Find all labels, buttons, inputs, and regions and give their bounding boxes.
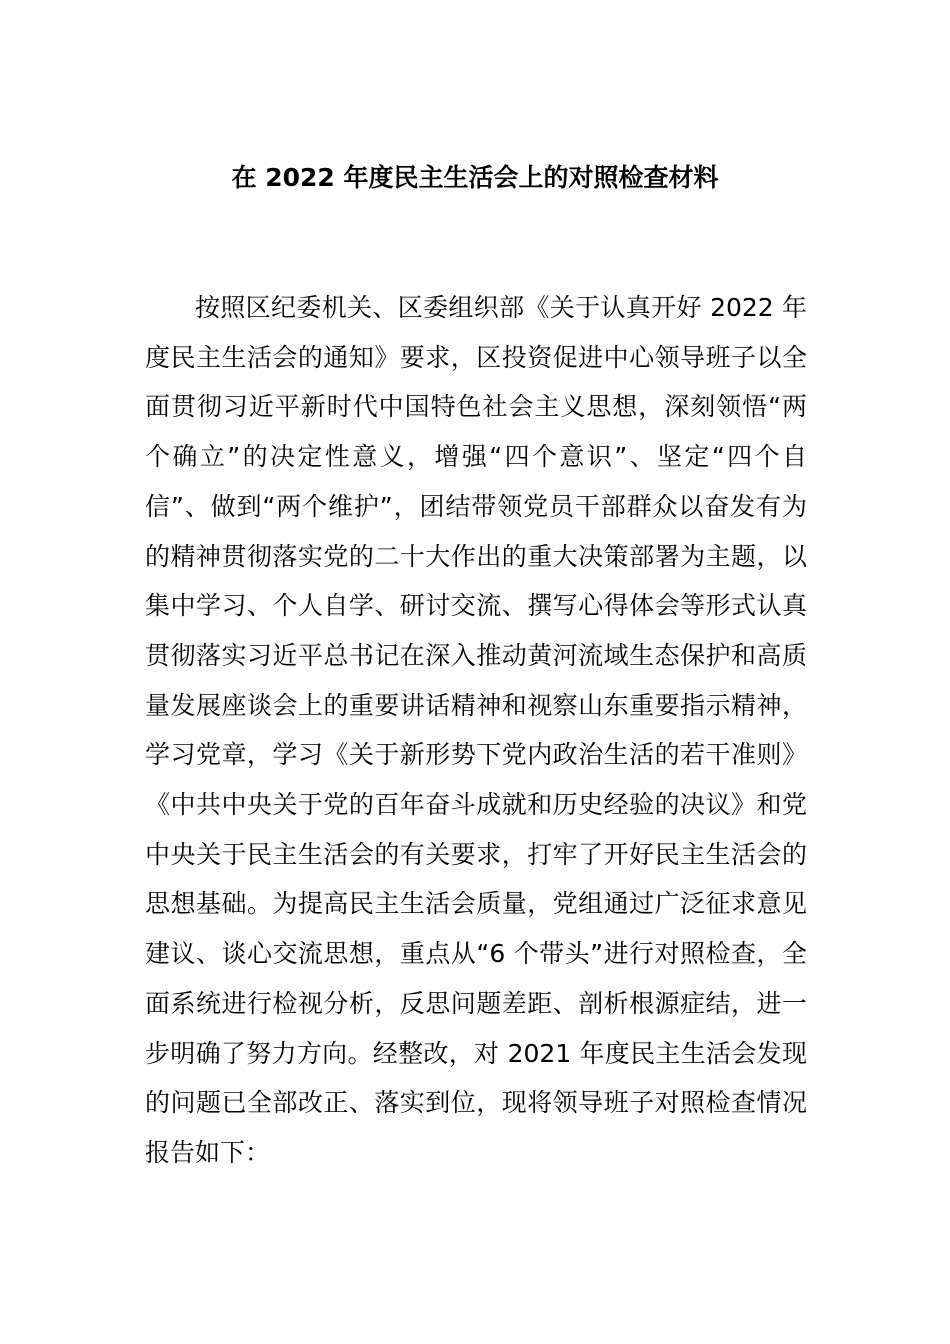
document-paragraph: 按照区纪委机关、区委组织部《关于认真开好 2022 年度民主生活会的通知》要求，区投资促进中心领导班子以全面贯彻习近平新时代中国特色社会主义思想，深刻领悟“两个确立”的决定性意义，增强“四个意识”、坚定“四个自信”、做到“两个维护”，团结带领党员干部群众以奋发有为的精神贯彻落实党的二十大作出的重大决策部署为主题，以集中学习、个人自学、研讨交流、撰写心得体会等形式认真贯彻落实习近平总书记在深入推动黄河流域生态保护和高质量发展座谈会上的重要讲话精神和视察山东重要指示精神，学习党章，学习《关于新形势下党内政治生活的若干准则》《中共中央关于党的百年奋斗成就和历史经验的决议》和党中央关于民主生活会的有关要求，打牢了开好民主生活会的思想基础。为提高民主生活会质量，党组通过广泛征求意见建议、谈心交流思想，重点从“6 个带头”进行对照检查，全面系统进行检视分析，反思问题差距、剖析根源症结，进一步明确了努力方向。经整改，对 2021 年度民主生活会发现的问题已全部改正、落实到位，现将领导班子对照检查情况报告如下： [145, 293, 807, 1167]
document-title: 在 2022 年度民主生活会上的对照检查材料 [231, 163, 719, 192]
